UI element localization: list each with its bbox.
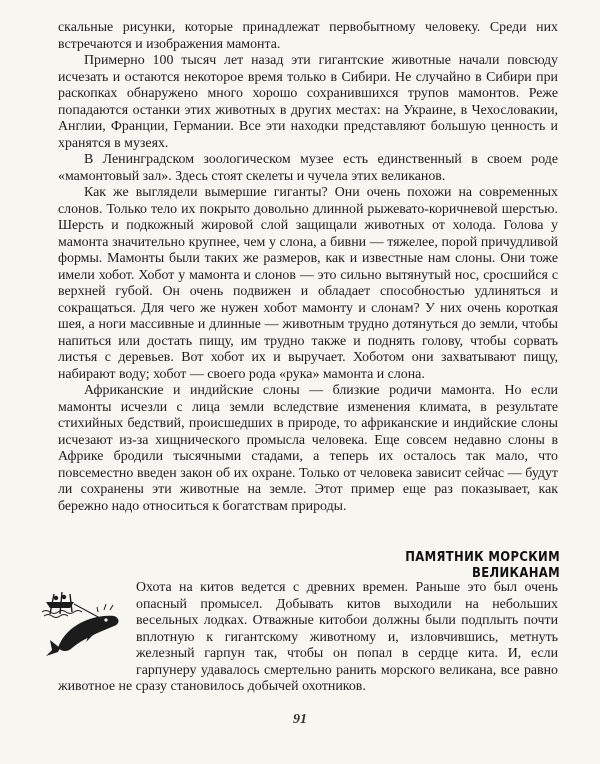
body-text (58, 20, 558, 515)
section-heading: ПАМЯТНИК МОРСКИМ ВЕЛИКАНАМ (405, 549, 560, 581)
paragraph: Примерно 100 тысяч лет назад эти гигантские животные начали повсюду исчезать и остаются некоторое время только в Сибири. Не случайно в Сибири при раскопках обнаружено много хорошо сохранившихся трупов мамонтов. Реже попадаются останки этих животных в других местах: на Украине, в Чехословакии, Англии, Франции, Германии. Все эти находки представляют большую ценность и хранятся в музеях. (58, 53, 558, 151)
paragraph: В Ленинградском зоологическом музее есть единственный в своем роде «мамонтовый зал». Здесь стоят скелеты и чучела этих великанов. (58, 152, 558, 184)
paragraph: скальные рисунки, которые принадлежат первобытному человеку. Среди них встречаются и изображения мамонта. (58, 20, 558, 52)
paragraph: Охота на китов ведется с древних времен. Раньше это был очень опасный промысел. Добывать китов выходили на небольших весельных лодках. Отважные китобои должны были подплыть почти вплотную к гигантскому животному и, изловчившись, метнуть железный гарпун так, чтобы он попал в сердце кита. И, если гарпунеру удавалось смертельно ранить морского великана, все равно животное не сразу становилось добычей охотников. (58, 580, 558, 694)
page-number: 91 (293, 712, 307, 727)
illustration-space (58, 580, 136, 677)
paragraph: Как же выглядели вымершие гиганты? Они очень похожи на современных слонов. Только тело их покрыто довольно длинной рыжевато-коричневой шерстью. Шерсть и подкожный жировой слой защищали животных от холода. Голова у мамонта значительно крупнее, чем у слона, а бивни — тяжелее, порой причудливой формы. Мамонты были таких же размеров, как и известные нам слоны. Они тоже имели хобот. Хобот у мамонта и слонов — это сильно вытянутый нос, сросшийся с верхней губой. Он очень подвижен и обладает способностью удлиняться и сокращаться. Для чего же нужен хобот мамонту и слонам? У них очень короткая шея, а ноги массивные и длинные — животным трудно дотянуться до земли, чтобы напиться или достать пищу, им трудно также и поднять голову, чтобы сорвать листья с деревьев. Вот хобот их и выручает. Хоботом они захватывают пищу, набирают воду; хобот — своего рода «рука» мамонта и слона. (58, 185, 558, 382)
paragraph: Африканские и индийские слоны — близкие родичи мамонта. Но если мамонты исчезли с лица земли вследствие изменения климата, в результате стихийных бедствий, происшедших в природе, то африканские и индийские слоны исчезают из-за хищнического промысла человека. Еще совсем недавно слоны в Африке бродили тысячными стадами, а теперь их осталось так мало, что повсеместно введен закон об их охране. Только от человека зависит сейчас — будут ли сохранены эти животные на земле. Этот пример еще раз показывает, как бережно надо относиться к богатствам природы. (58, 383, 558, 514)
section-text (58, 580, 558, 696)
